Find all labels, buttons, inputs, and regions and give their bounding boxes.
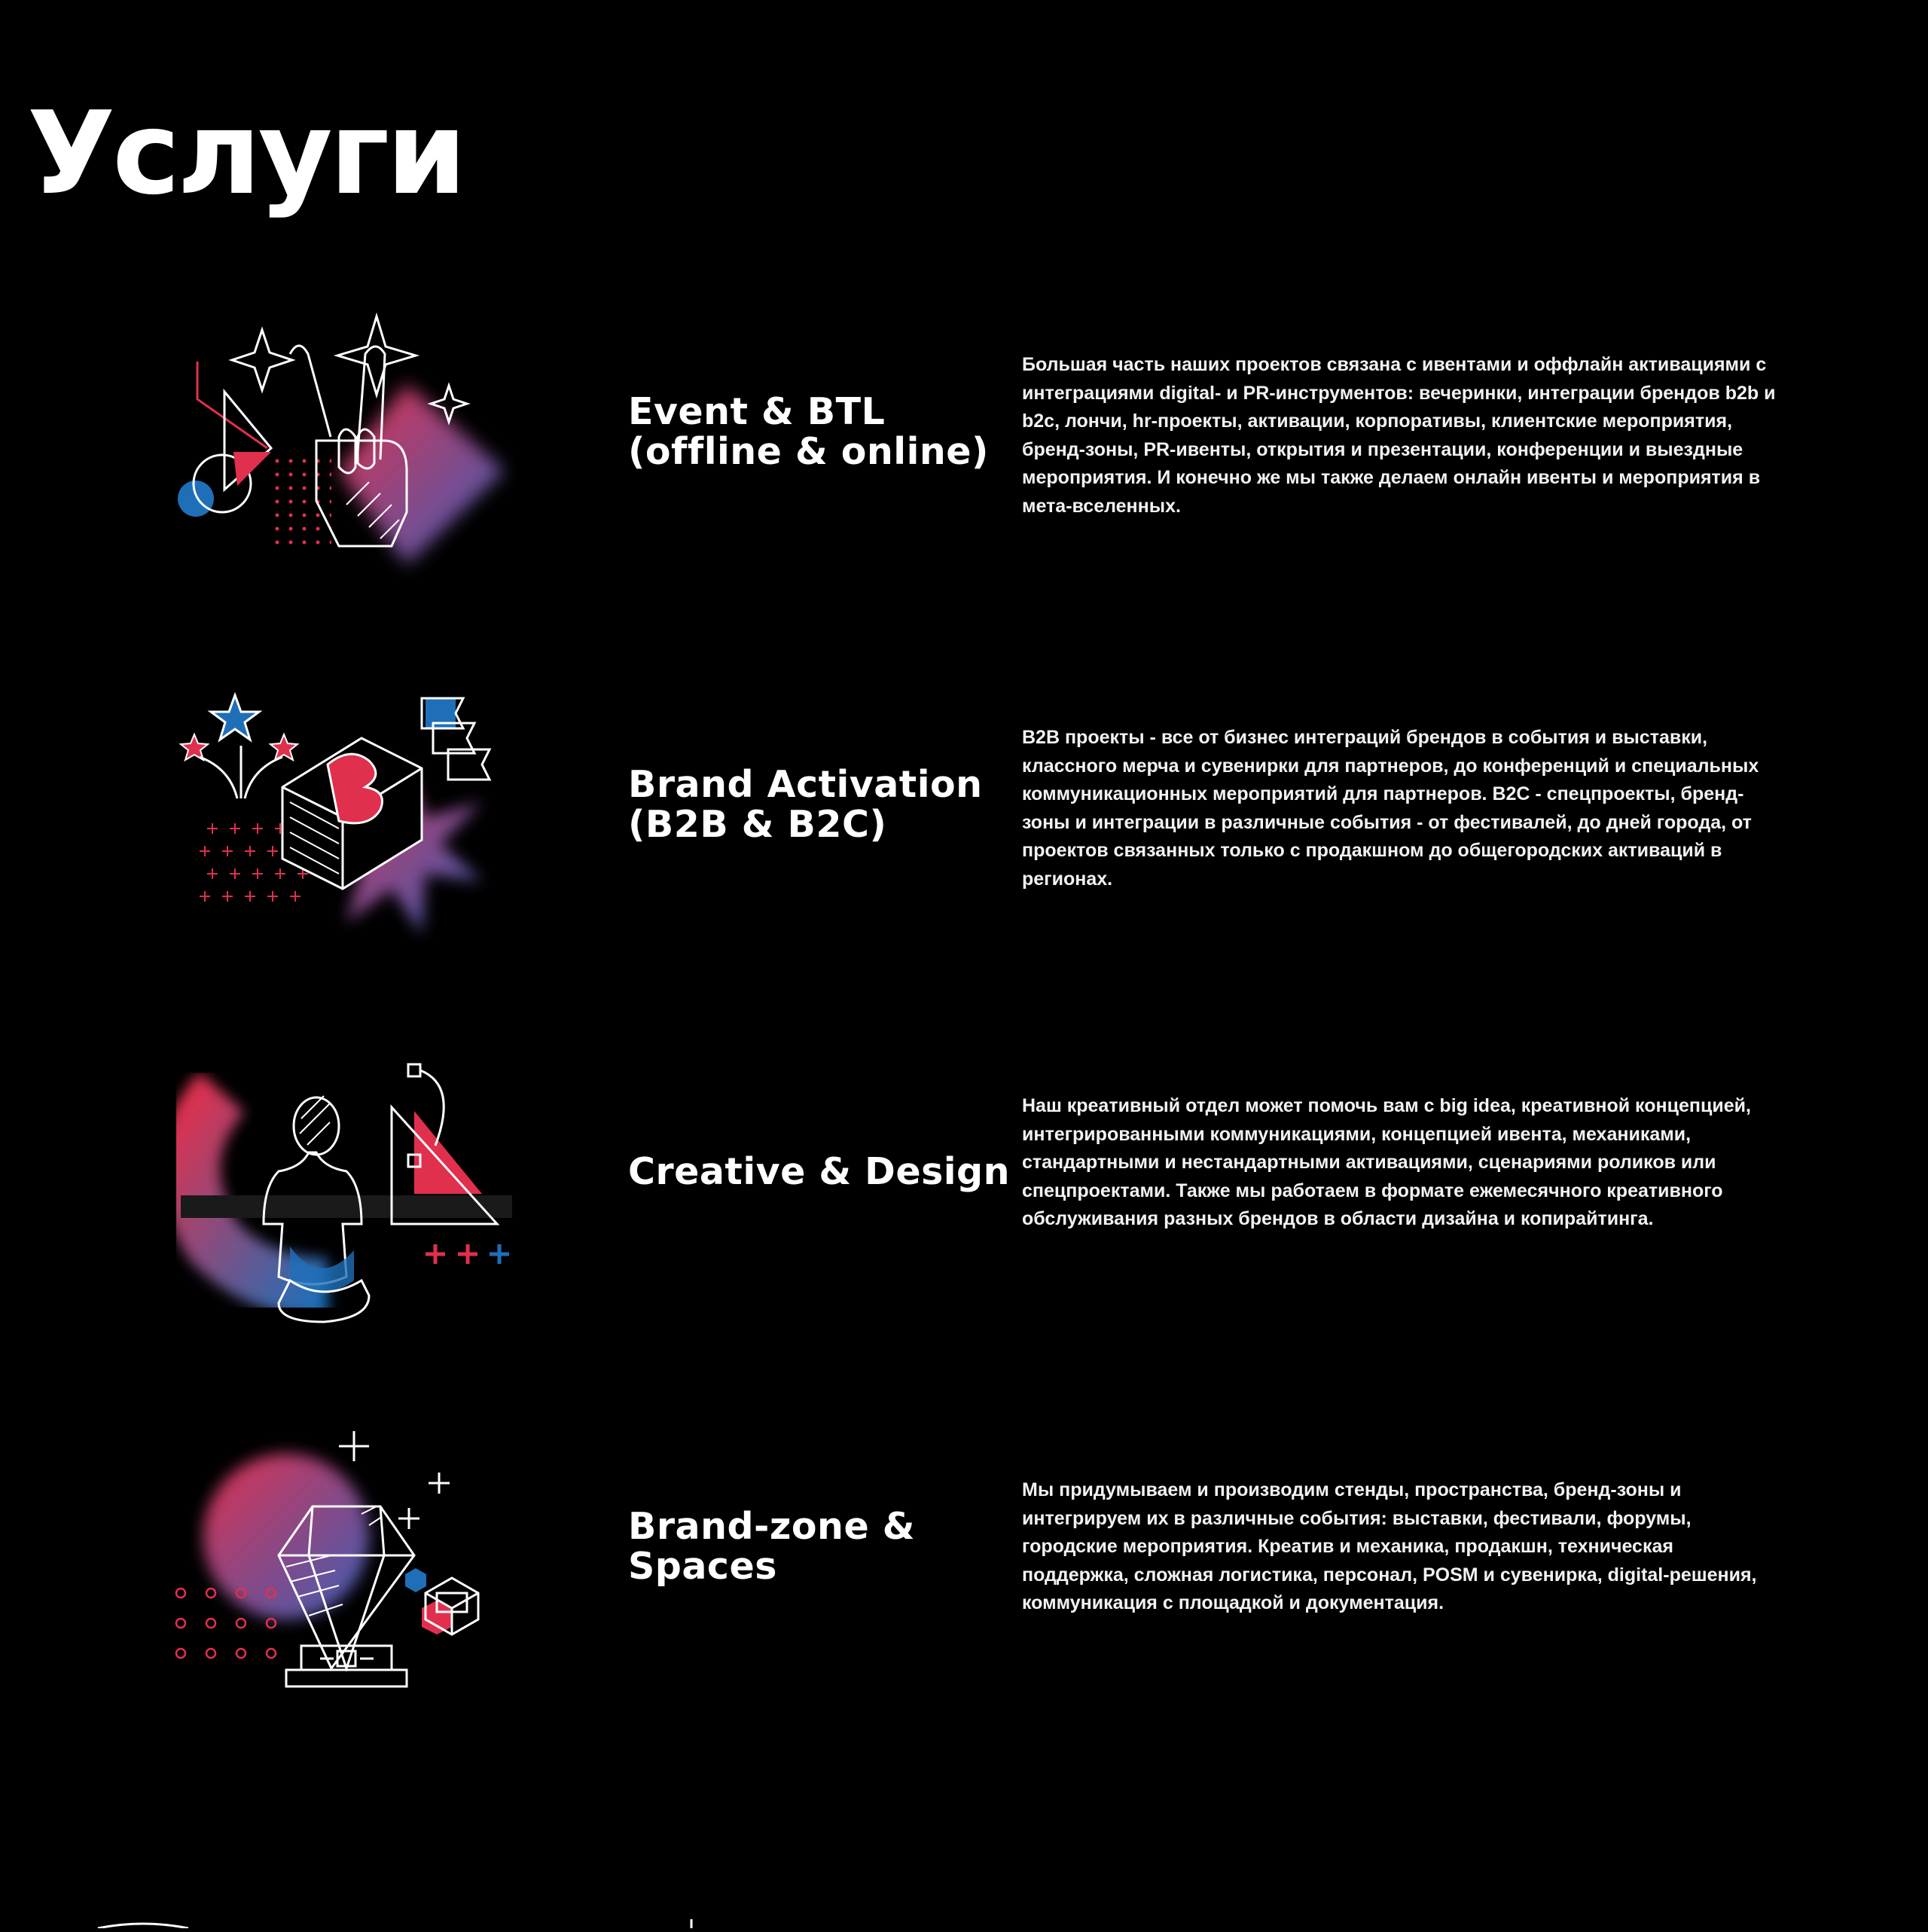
service-description: Большая часть наших проектов связана с ивентами и оффлайн активациями с интеграциями digital- и PR-инструментов: вечеринки, интеграции брендов b2b и b2c, лончи, hr-проекты, активации, корпоративы, клиентские мероприятия, бренд-зоны, PR-ивенты, открытия и презентации, конференции и выездные мероприятия. И конечно же мы также делаем онлайн ивенты и мероприятия в мета-вселенных. — [1022, 354, 1776, 517]
service-title: Event & BTL (offline & online) — [628, 390, 989, 473]
service-event-btl — [0, 309, 1928, 625]
rock-hand-icon — [166, 309, 527, 625]
page-title: Услуги — [27, 87, 464, 220]
service-brand-activation — [0, 682, 1928, 998]
service-title: Brand-zone & Spaces — [628, 1505, 915, 1588]
service-title: Creative & Design — [628, 1150, 1010, 1193]
service-title: Brand Activation (B2B & B2C) — [628, 763, 983, 846]
service-description: B2B проекты - все от бизнес интеграций брендов в события и выставки, классного мерча и сувенирки для партнеров, до конференций и специальных коммуникационных мероприятий для партнеров. B2C - спецпроекты, бренд-зоны и интеграции в различные события - от фестивалей, до дней города, от проектов связанных только с продакшном до общегородских активаций в регионах. — [1022, 727, 1759, 890]
service-description: Наш креативный отдел может помочь вам с big idea, креативной концепцией, интегрированными коммуникациями, концепцией ивента, механиками, стандартными и нестандартными активациями, сценариями роликов или спецпроектами. Также мы работаем в формате ежемесячного креативного обслуживания разных брендов в области дизайна и копирайтинга. — [1022, 1095, 1751, 1230]
letter-b-fireworks-icon — [166, 682, 527, 998]
service-creative-design — [0, 1051, 1928, 1367]
diamond-podium-icon — [166, 1431, 527, 1747]
service-description: Мы придумываем и производим стенды, пространства, бренд-зоны и интегрируем их в различные события: выставки, фестивали, форумы, городские мероприятия. Креатив и механика, продакшн, техническая поддержка, сложная логистика, персонал, POSM и сувенирка, digital-решения, коммуникация с площадкой и документация. — [1022, 1479, 1757, 1614]
statue-design-tools-icon — [166, 1051, 527, 1367]
next-section-preview — [0, 1906, 1928, 1928]
service-brand-zone-spaces — [0, 1431, 1928, 1747]
